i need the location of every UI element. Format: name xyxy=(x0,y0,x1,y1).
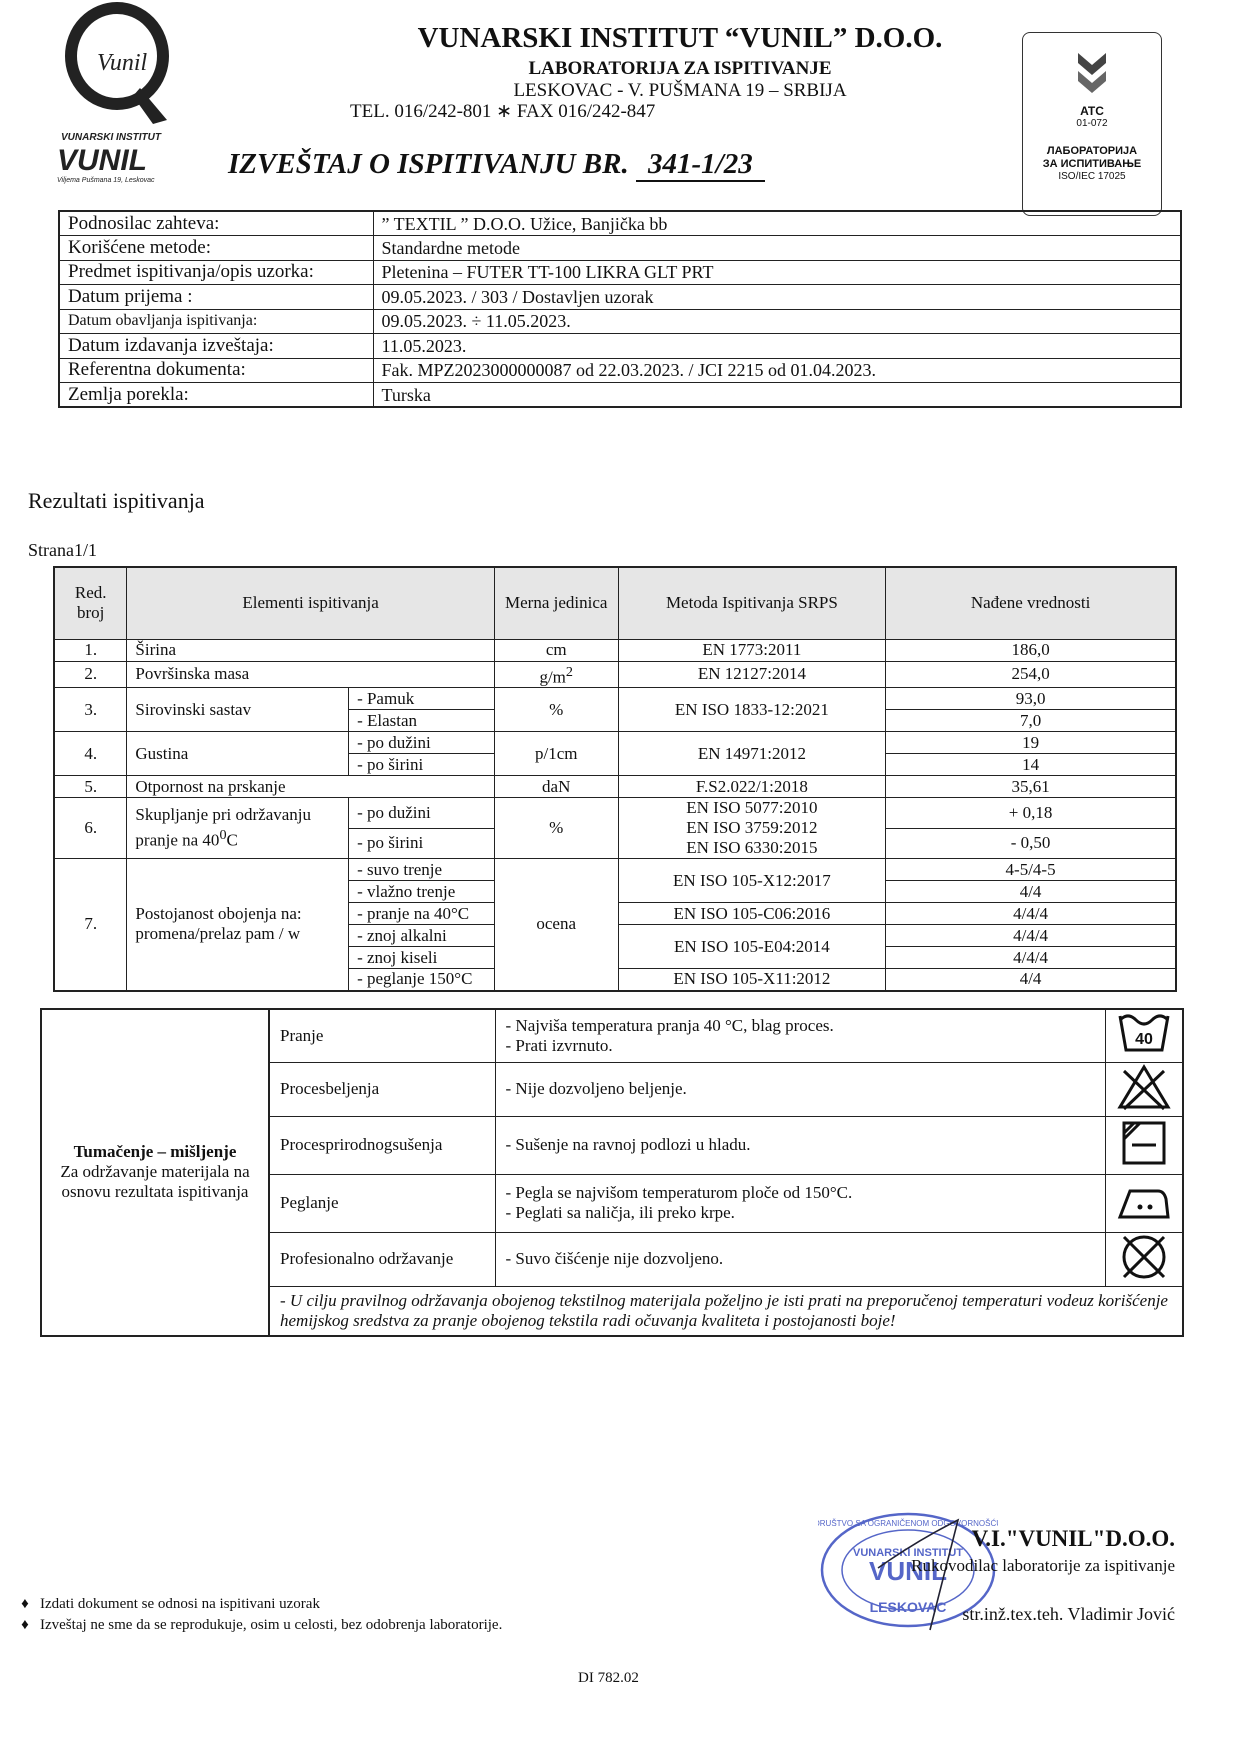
info-label: Datum izdavanja izveštaja: xyxy=(59,334,373,359)
row-unit xyxy=(494,661,618,688)
element-text: Skupljanje pri održavanju pranje na 40 xyxy=(135,805,312,850)
row-element xyxy=(127,798,349,859)
institute-phone: TEL. 016/242-801 ∗ FAX 016/242-847 xyxy=(350,101,656,122)
info-label: Datum prijema : xyxy=(59,285,373,310)
row-value: 4/4 xyxy=(886,881,1176,903)
row-method xyxy=(618,798,886,859)
signer-company: V.I."VUNIL"D.O.O. xyxy=(971,1526,1175,1551)
care-label: Procesprirodnogsušenja xyxy=(269,1116,495,1174)
accreditation-logo-icon xyxy=(1072,49,1112,99)
diamond-bullet-icon: ♦ xyxy=(21,1596,29,1612)
header-value: Nađene vrednosti xyxy=(886,567,1176,639)
accreditation-badge xyxy=(1022,32,1162,216)
care-symbol-cell xyxy=(1105,1116,1183,1174)
footer-note: ♦ Izveštaj ne sme da se reprodukuje, osim u celosti, bez odobrenja laboratorije. xyxy=(10,1615,502,1636)
info-value: 09.05.2023. / 303 / Dostavljen uzorak xyxy=(373,285,1181,310)
row-number: 2. xyxy=(54,661,127,688)
signer-role: Rukovodilac laboratorije za ispitivanje xyxy=(911,1556,1175,1575)
svg-text:VUNIL: VUNIL xyxy=(869,1556,947,1586)
institute-name: VUNARSKI INSTITUT “VUNIL” D.O.O. xyxy=(417,22,943,54)
row-element: Postojanost obojenja na: promena/prelaz pam / w xyxy=(127,859,349,991)
signer-name: str.inž.tex.teh. Vladimir Jović xyxy=(962,1604,1175,1624)
row-number: 3. xyxy=(54,688,127,732)
header-no: Red. broj xyxy=(54,567,127,639)
row-sub: - po dužini xyxy=(349,798,495,829)
row-value: 4/4 xyxy=(886,969,1176,991)
report-title xyxy=(228,148,765,181)
row-method: EN ISO 1833-12:2021 xyxy=(618,688,886,732)
row-number: 6. xyxy=(54,798,127,859)
accreditation-number: 01-072 xyxy=(1076,118,1108,129)
row-element: Otpornost na prskanje xyxy=(127,776,494,798)
accreditation-line1: ЛАБОРАТОРИЈА xyxy=(1046,145,1138,157)
row-sub: - po širini xyxy=(349,754,495,776)
row-method: EN ISO 105-E04:2014 xyxy=(618,925,886,969)
row-value: 93,0 xyxy=(886,688,1176,710)
row-element: Širina xyxy=(127,639,494,661)
info-value: ” TEXTIL ” D.O.O. Užice, Banjička bb xyxy=(373,211,1181,236)
care-row xyxy=(41,1009,1183,1062)
table-row xyxy=(54,639,1176,661)
row-method: EN ISO 105-X11:2012 xyxy=(618,969,886,991)
row-value: - 0,50 xyxy=(886,828,1176,859)
accreditation-line2: ЗА ИСПИТИВАЊЕ xyxy=(1042,158,1142,170)
care-text-line: - Prati izvrnuto. xyxy=(505,1035,613,1055)
info-value: 09.05.2023. ÷ 11.05.2023. xyxy=(373,309,1181,334)
dry-flat-shade-icon xyxy=(1116,1119,1172,1167)
row-method: EN ISO 105-C06:2016 xyxy=(618,903,886,925)
info-label: Zemlja porekla: xyxy=(59,383,373,408)
element-superscript: 0 xyxy=(219,827,227,844)
row-value: 19 xyxy=(886,732,1176,754)
care-text-line: - Peglati sa naličja, ili preko krpe. xyxy=(505,1203,735,1222)
table-row xyxy=(54,661,1176,688)
no-bleach-icon xyxy=(1116,1063,1172,1111)
svg-text:VUNARSKI INSTITUT: VUNARSKI INSTITUT xyxy=(61,132,161,143)
row-sub: - suvo trenje xyxy=(349,859,495,881)
row-value: 4/4/4 xyxy=(886,947,1176,969)
interpretation-text: Za održavanje materijala na osnovu rezultata ispitivanja xyxy=(60,1162,250,1202)
table-row xyxy=(54,776,1176,798)
row-sub: - pranje na 40°C xyxy=(349,903,495,925)
method-line: EN ISO 6330:2015 xyxy=(686,838,818,858)
document-code: DI 782.02 xyxy=(578,1670,639,1686)
svg-text:40: 40 xyxy=(1134,1031,1153,1049)
results-heading: Rezultati ispitivanja xyxy=(28,488,205,513)
row-element: Gustina xyxy=(127,732,349,776)
lab-name: LABORATORIJA ZA ISPITIVANJE xyxy=(528,58,832,79)
info-label: Korišćene metode: xyxy=(59,236,373,261)
iron-two-dots-icon xyxy=(1116,1179,1172,1223)
results-header-row xyxy=(54,567,1176,639)
care-symbol-cell xyxy=(1105,1009,1183,1062)
row-unit: % xyxy=(494,688,618,732)
svg-text:DRUŠTVO SA OGRANIČENOM ODGOVOR: DRUŠTVO SA OGRANIČENOM ODGOVORNOŠĆU xyxy=(818,1519,998,1528)
row-value: 4/4/4 xyxy=(886,925,1176,947)
row-unit: daN xyxy=(494,776,618,798)
row-element: Površinska masa xyxy=(127,661,494,688)
info-value: 11.05.2023. xyxy=(373,334,1181,359)
row-value: 254,0 xyxy=(886,661,1176,688)
row-sub: - znoj alkalni xyxy=(349,925,495,947)
care-text: - Suvo čišćenje nije dozvoljeno. xyxy=(495,1232,1105,1286)
header-method: Metoda Ispitivanja SRPS xyxy=(618,567,886,639)
row-sub: - vlažno trenje xyxy=(349,881,495,903)
care-symbol-cell xyxy=(1105,1174,1183,1232)
row-unit: p/1cm xyxy=(494,732,618,776)
care-symbol-cell xyxy=(1105,1062,1183,1116)
table-row xyxy=(54,859,1176,881)
wash-40-icon xyxy=(1116,1010,1172,1056)
header-unit: Merna jedinica xyxy=(494,567,618,639)
care-label: Pranje xyxy=(269,1009,495,1062)
info-row xyxy=(59,211,1181,236)
row-element: Sirovinski sastav xyxy=(127,688,349,732)
care-label: Profesionalno održavanje xyxy=(269,1232,495,1286)
row-number: 7. xyxy=(54,859,127,991)
info-row xyxy=(59,236,1181,261)
info-label: Predmet ispitivanja/opis uzorka: xyxy=(59,260,373,285)
results-table xyxy=(53,566,1177,992)
care-text-line: - Pegla se najvišom temperaturom ploče od 150°C. xyxy=(505,1183,853,1202)
info-value: Turska xyxy=(373,383,1181,408)
info-value: Fak. MPZ2023000000087 od 22.03.2023. / JCI 2215 od 01.04.2023. xyxy=(373,358,1181,383)
row-sub: - znoj kiseli xyxy=(349,947,495,969)
svg-text:Vunil: Vunil xyxy=(97,50,148,76)
svg-text:Viljema Pušmana 19, Leskovac: Viljema Pušmana 19, Leskovac xyxy=(57,177,155,184)
row-value: 14 xyxy=(886,754,1176,776)
interpretation-cell xyxy=(41,1009,269,1336)
element-text-end: C xyxy=(226,830,238,850)
accreditation-code: ATC xyxy=(1080,104,1104,118)
accreditation-standard: ISO/IEC 17025 xyxy=(1058,171,1126,182)
header-element: Elementi ispitivanja xyxy=(127,567,494,639)
row-method: EN 14971:2012 xyxy=(618,732,886,776)
care-text: - Sušenje na ravnoj podlozi u hladu. xyxy=(495,1116,1105,1174)
info-label: Datum obavljanja ispitivanja: xyxy=(59,309,373,334)
diamond-bullet-icon: ♦ xyxy=(21,1617,29,1633)
footer-note: ♦ Izdati dokument se odnosi na ispitivani uzorak xyxy=(10,1594,502,1615)
info-row xyxy=(59,285,1181,310)
row-value: + 0,18 xyxy=(886,798,1176,829)
row-value: 4-5/4-5 xyxy=(886,859,1176,881)
row-unit: ocena xyxy=(494,859,618,991)
row-number: 5. xyxy=(54,776,127,798)
row-sub: - Elastan xyxy=(349,710,495,732)
svg-text:LESKOVAC: LESKOVAC xyxy=(869,1599,947,1615)
page-number: Strana1/1 xyxy=(28,540,97,560)
table-row xyxy=(54,798,1176,829)
info-label: Podnosilac zahteva: xyxy=(59,211,373,236)
svg-text:VUNARSKI INSTITUT: VUNARSKI INSTITUT xyxy=(853,1547,963,1559)
method-line: EN ISO 5077:2010 xyxy=(686,798,818,818)
request-info-table xyxy=(58,210,1182,408)
row-value: 186,0 xyxy=(886,639,1176,661)
method-line: EN ISO 3759:2012 xyxy=(686,818,818,838)
care-instructions-table xyxy=(40,1008,1184,1337)
info-row xyxy=(59,260,1181,285)
unit-text: g/m xyxy=(539,667,566,687)
info-value: Standardne metode xyxy=(373,236,1181,261)
report-number: 341-1/23 xyxy=(636,148,765,182)
row-value: 35,61 xyxy=(886,776,1176,798)
row-sub: - peglanje 150°C xyxy=(349,969,495,991)
row-sub: - po dužini xyxy=(349,732,495,754)
report-title-text: IZVEŠTAJ O ISPITIVANJU BR. xyxy=(228,148,629,180)
row-sub: - Pamuk xyxy=(349,688,495,710)
row-number: 1. xyxy=(54,639,127,661)
row-unit: cm xyxy=(494,639,618,661)
institute-address: LESKOVAC - V. PUŠMANA 19 – SRBIJA xyxy=(513,80,847,101)
interpretation-title: Tumačenje – mišljenje xyxy=(73,1142,237,1162)
footer-notes xyxy=(10,1594,502,1636)
row-value: 7,0 xyxy=(886,710,1176,732)
care-text: - Nije dozvoljeno beljenje. xyxy=(495,1062,1105,1116)
no-dry-clean-icon xyxy=(1116,1233,1172,1281)
row-sub: - po širini xyxy=(349,828,495,859)
info-label: Referentna dokumenta: xyxy=(59,358,373,383)
row-method: F.S2.022/1:2018 xyxy=(618,776,886,798)
row-method: EN ISO 105-X12:2017 xyxy=(618,859,886,903)
row-method: EN 12127:2014 xyxy=(618,661,886,688)
info-value: Pletenina – FUTER TT-100 LIKRA GLT PRT xyxy=(373,260,1181,285)
info-row xyxy=(59,383,1181,408)
row-unit: % xyxy=(494,798,618,859)
unit-superscript: 2 xyxy=(565,663,573,680)
info-row xyxy=(59,334,1181,359)
care-label: Procesbeljenja xyxy=(269,1062,495,1116)
care-symbol-cell xyxy=(1105,1232,1183,1286)
care-text-line: - Najviša temperatura pranja 40 °C, blag proces. xyxy=(505,1015,834,1035)
info-row xyxy=(59,309,1181,334)
care-text xyxy=(495,1174,1105,1232)
row-value: 4/4/4 xyxy=(886,903,1176,925)
info-row xyxy=(59,358,1181,383)
care-text xyxy=(495,1009,1105,1062)
care-note: - U cilju pravilnog održavanja obojenog tekstilnog materijala poželjno je isti prati na preporučenoj temperaturi vodeuz korišćenje hemijskog sredstva za pranje obojenog tekstila radi očuvanja kvaliteta i postojanosti boje! xyxy=(269,1286,1183,1336)
svg-text:VUNIL: VUNIL xyxy=(57,144,147,177)
table-row xyxy=(54,688,1176,710)
care-label: Peglanje xyxy=(269,1174,495,1232)
table-row xyxy=(54,732,1176,754)
row-method: EN 1773:2011 xyxy=(618,639,886,661)
row-number: 4. xyxy=(54,732,127,776)
